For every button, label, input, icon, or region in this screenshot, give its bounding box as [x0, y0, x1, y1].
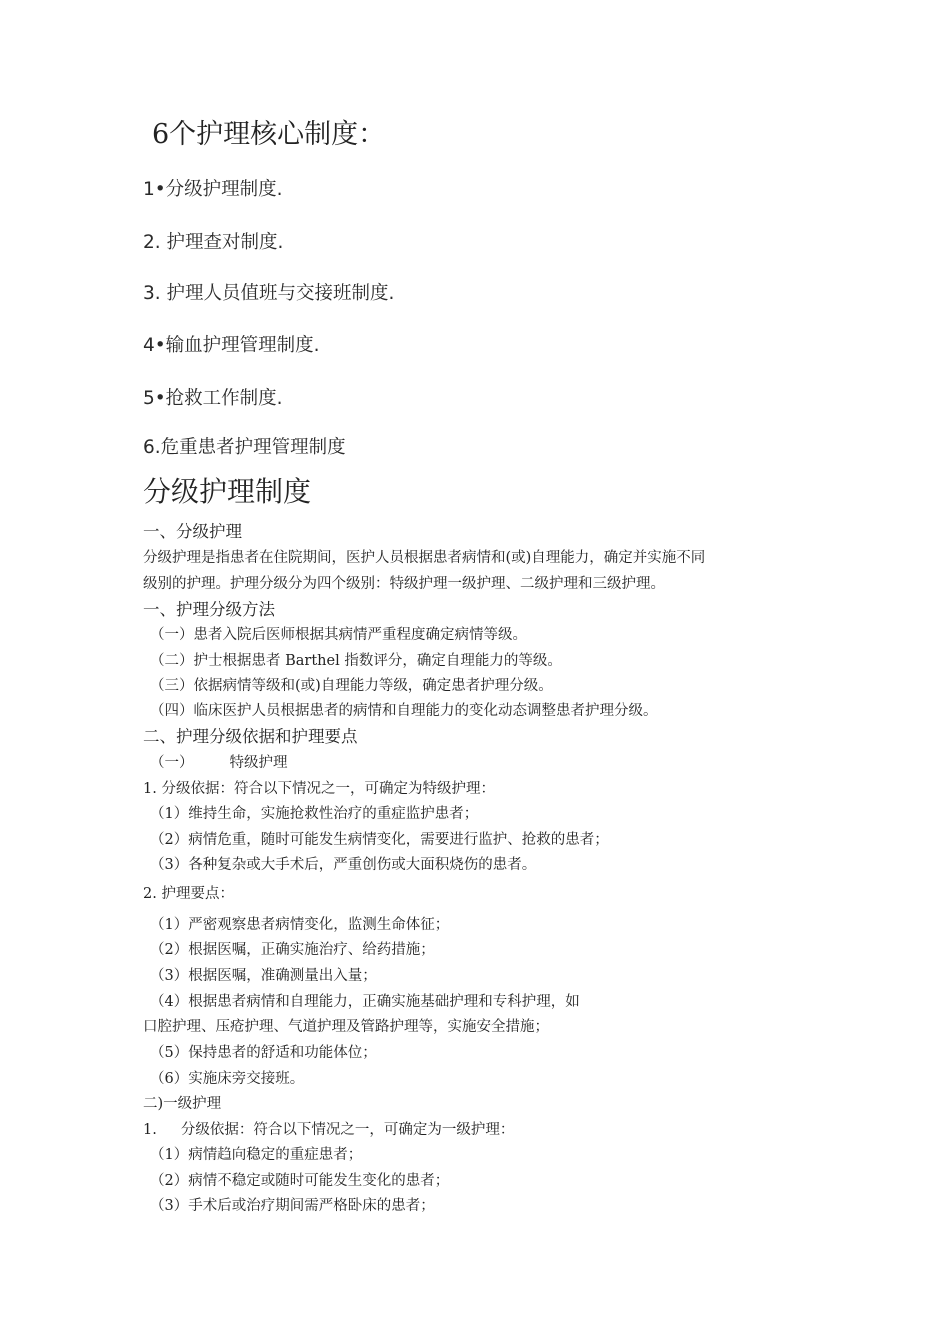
method-item: （一）患者入院后医师根据其病情严重程度确定病情等级。	[150, 627, 527, 643]
page-title: 6个护理核心制度：	[152, 119, 386, 150]
first-basis-item: （2）病情不稳定或随时可能发生变化的患者；	[150, 1173, 450, 1189]
intro-line: 分级护理是指患者在住院期间，医护人员根据患者病情和(或)自理能力，确定并实施不同	[143, 550, 706, 566]
method-item: （三）依据病情等级和(或)自理能力等级，确定患者护理分级。	[150, 678, 553, 694]
heading-method: 一、护理分级方法	[143, 600, 275, 619]
special-care-heading	[150, 751, 288, 772]
special-point-item: （5）保持患者的舒适和功能体位；	[150, 1045, 377, 1061]
core-list-item: 6.危重患者护理管理制度	[143, 437, 346, 458]
special-basis-item: （1）维持生命，实施抢救性治疗的重症监护患者；	[150, 806, 479, 822]
section-title: 分级护理制度	[143, 475, 312, 508]
special-care-name: 特级护理	[229, 755, 288, 771]
first-basis-text: 分级依据：符合以下情况之一，可确定为一级护理：	[180, 1122, 515, 1138]
special-point-item: （4）根据患者病情和自理能力，正确实施基础护理和专科护理，如	[150, 994, 580, 1010]
special-point-item: （1）严密观察患者病情变化，监测生命体征；	[150, 917, 450, 933]
first-basis-item: （3）手术后或治疗期间需严格卧床的患者；	[150, 1198, 435, 1214]
special-point-item: （2）根据医嘱，正确实施治疗、给药措施；	[150, 942, 435, 958]
heading-grading: 一、分级护理	[143, 522, 242, 541]
special-point-item: （3）根据医嘱，准确测量出入量；	[150, 968, 377, 984]
core-list-item: 1•分级护理制度.	[143, 179, 283, 200]
special-basis-item: （3）各种复杂或大手术后，严重创伤或大面积烧伤的患者。	[150, 857, 537, 873]
method-item: （二）护士根据患者 Barthel 指数评分，确定自理能力的等级。	[150, 653, 562, 669]
first-care-heading: 二)一级护理	[143, 1096, 222, 1112]
first-basis-item: （1）病情趋向稳定的重症患者；	[150, 1147, 363, 1163]
first-basis-head	[143, 1118, 514, 1139]
first-basis-number: 1.	[143, 1122, 157, 1138]
core-list-item: 5•抢救工作制度.	[143, 388, 283, 409]
heading-basis: 二、护理分级依据和护理要点	[143, 727, 358, 746]
core-list-item: 3. 护理人员值班与交接班制度.	[143, 283, 395, 304]
special-point-item: （6）实施床旁交接班。	[150, 1071, 305, 1087]
special-basis-item: （2）病情危重，随时可能发生病情变化，需要进行监护、抢救的患者；	[150, 832, 609, 848]
core-list-item: 2. 护理查对制度.	[143, 232, 284, 253]
method-item: （四）临床医护人员根据患者的病情和自理能力的变化动态调整患者护理分级。	[150, 703, 658, 719]
core-list-item: 4•输血护理管理制度.	[143, 335, 320, 356]
special-point-item: 口腔护理、压疮护理、气道护理及管路护理等，实施安全措施；	[143, 1019, 549, 1035]
special-points-head: 2. 护理要点：	[143, 886, 234, 902]
special-care-label: （一）	[150, 755, 194, 771]
special-basis-head: 1. 分级依据：符合以下情况之一，可确定为特级护理：	[143, 781, 495, 797]
intro-line: 级别的护理。护理分级分为四个级别：特级护理一级护理、二级护理和三级护理。	[143, 576, 665, 592]
